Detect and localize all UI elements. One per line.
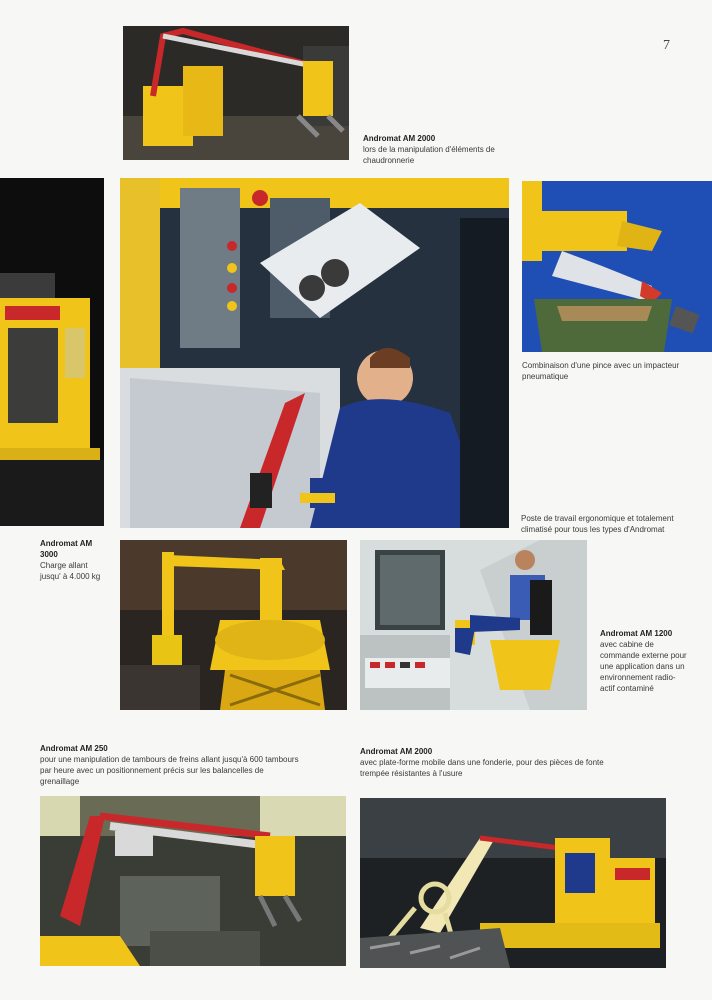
- page-number: 7: [663, 38, 670, 53]
- caption-body: lors de la manipulation d'éléments de chaudronnerie: [363, 145, 495, 165]
- caption-title: Andromat AM 3000: [40, 539, 93, 559]
- caption-body: avec plate-forme mobile dans une fonderie, pour des pièces de fonte trempée résistantes à l'usure: [360, 758, 604, 778]
- photo-am250-drums: [40, 796, 346, 966]
- caption-body: Charge allant jusqu' à 4.000 kg: [40, 561, 101, 581]
- photo-am2000-workshop: [123, 26, 349, 160]
- caption-am2000-top: [363, 133, 513, 166]
- caption-title: Andromat AM 250: [40, 744, 108, 753]
- caption-body: pour une manipulation de tambours de freins allant jusqu'à 600 tambours par heure avec un positionnement précis sur les balancelles de grenaillage: [40, 755, 299, 786]
- caption-body: avec cabine de commande externe pour une application dans un environnement radio-actif contaminé: [600, 640, 687, 693]
- caption-body: Combinaison d'une pince avec un impacteur pneumatique: [522, 361, 680, 381]
- caption-cabin: [521, 513, 701, 535]
- photo-am3000-crane: [120, 540, 347, 710]
- caption-gripper: [522, 360, 692, 382]
- caption-title: Andromat AM 2000: [363, 134, 436, 143]
- caption-title: Andromat AM 2000: [360, 747, 433, 756]
- photo-am2000-foundry: [360, 798, 666, 968]
- photo-am1200-operator: [360, 540, 587, 710]
- caption-am3000: [40, 538, 110, 582]
- caption-title: Andromat AM 1200: [600, 629, 673, 638]
- photo-operator-cabin: [120, 178, 509, 528]
- caption-am2000-foundry: [360, 746, 610, 779]
- caption-am250: [40, 743, 300, 787]
- photo-am3000-machine: [0, 178, 104, 526]
- caption-body: Poste de travail ergonomique et totalement climatisé pour tous les types d'Andromat: [521, 514, 674, 534]
- photo-gripper-impactor: [522, 181, 712, 352]
- caption-am1200: [600, 628, 690, 694]
